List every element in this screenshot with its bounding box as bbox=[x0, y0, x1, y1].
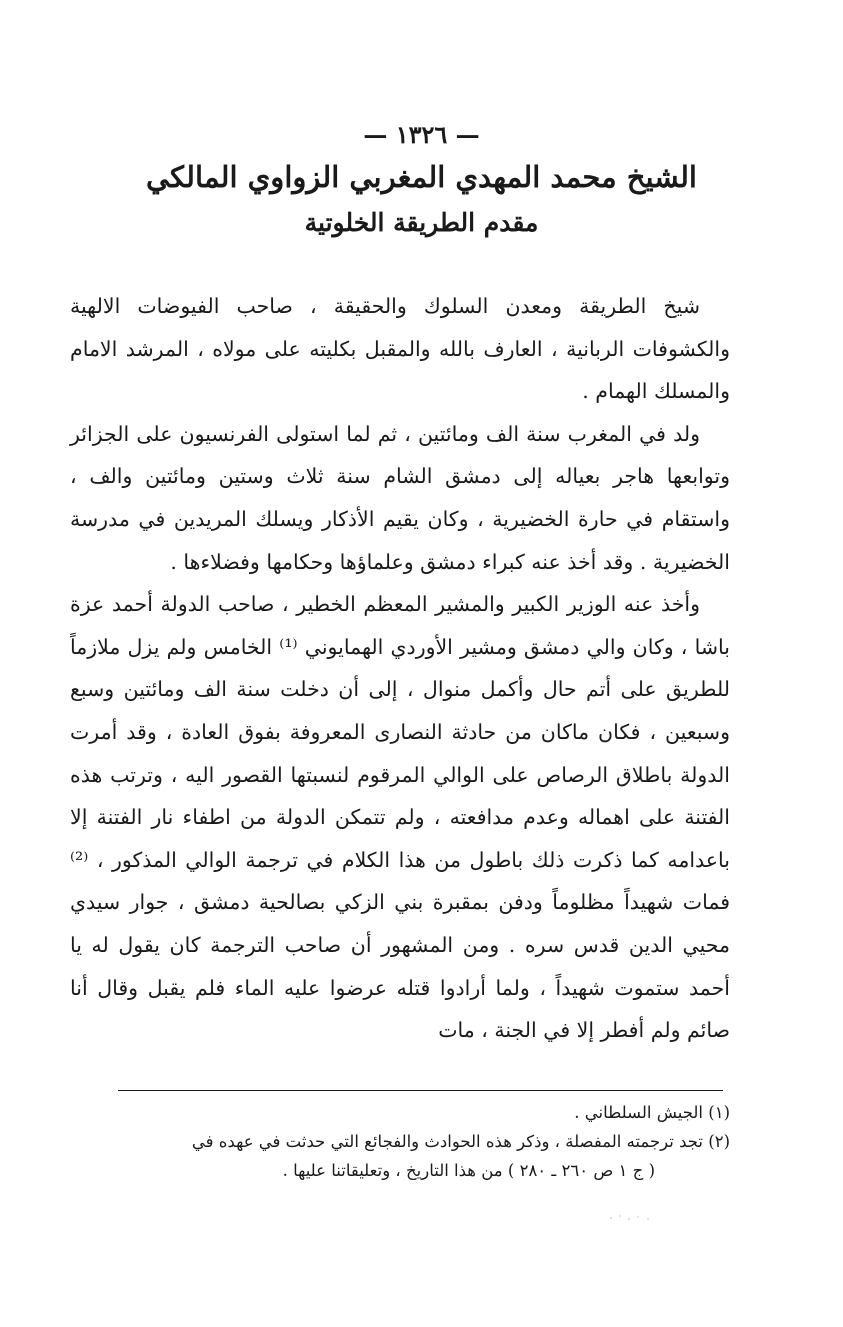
body-text bbox=[70, 285, 730, 1052]
biography-subtitle: مقدم الطريقة الخلوتية bbox=[304, 208, 539, 237]
paragraph: وأخذ عنه الوزير الكبير والمشير المعظم الخطير ، صاحب الدولة أحمد عزة باشا ، وكان والي دمشق ومشير الأوردي الهمايوني ⁽¹⁾ الخامس ولم يزل ملازماً للطريق على أتم حال وأكمل منوال ، إلى أن دخلت سنة الف ومائتين وسبع وسبعين ، فكان ماكان من حادثة النصارى المعروفة بفوق العادة ، وقد أمرت الدولة باطلاق الرصاص على الوالي المرقوم لنسبتها القصور اليه ، وترتب هذه الفتنة على اهماله وعدم مدافعته ، ولم تتمكن الدولة من اطفاء نار الفتنة إلا باعدامه كما ذكرت ذلك باطول من هذا الكلام في ترجمة الوالي المذكور ، ⁽²⁾ فمات شهيداً مظلوماً ودفن بمقبرة بني الزكي بصالحية دمشق ، جوار سيدي محيي الدين قدس سره . ومن المشهور أن صاحب الترجمة كان يقول له يا أحمد ستموت شهيداً ، ولما أرادوا قتله عرضوا عليه الماء فلم يقبل وقال أنا صائم ولم أفطر إلا في الجنة ، مات bbox=[70, 592, 730, 1043]
footnote: (١) الجيش السلطاني . bbox=[574, 1103, 730, 1122]
footnote: (٢) تجد ترجمته المفصلة ، وذكر هذه الحوادث والفجائع التي حدثت في عهده في bbox=[191, 1132, 730, 1151]
scan-noise-mark bbox=[605, 1211, 655, 1225]
footnote-continuation: ( ج ١ ص ٢٦٠ ـ ٢٨٠ ) من هذا التاريخ ، وتعليقاتنا عليها . bbox=[282, 1161, 655, 1180]
footnotes bbox=[70, 1098, 730, 1185]
paragraph: ولد في المغرب سنة الف ومائتين ، ثم لما استولى الفرنسيون على الجزائر وتوابعها هاجر بعياله إلى دمشق الشام سنة ثلاث وستين ومائتين والف ، واستقام في حارة الخضيرية ، وكان يقيم الأذكار ويسلك المريدين في مدرسة الخضيرية . وقد أخذ عنه كبراء دمشق وعلماؤها وحكامها وفضلاءها . bbox=[70, 421, 730, 574]
footnote-divider bbox=[118, 1090, 723, 1091]
paragraph: شيخ الطريقة ومعدن السلوك والحقيقة ، صاحب الفيوضات الالهية والكشوفات الربانية ، العارف بالله والمقبل بكليته على مولاه ، المرشد الامام والمسلك الهمام . bbox=[70, 294, 730, 404]
page-number: — ١٣٢٦ — bbox=[363, 120, 480, 149]
biography-title: الشيخ محمد المهدي المغربي الزواوي المالكي bbox=[146, 160, 697, 194]
